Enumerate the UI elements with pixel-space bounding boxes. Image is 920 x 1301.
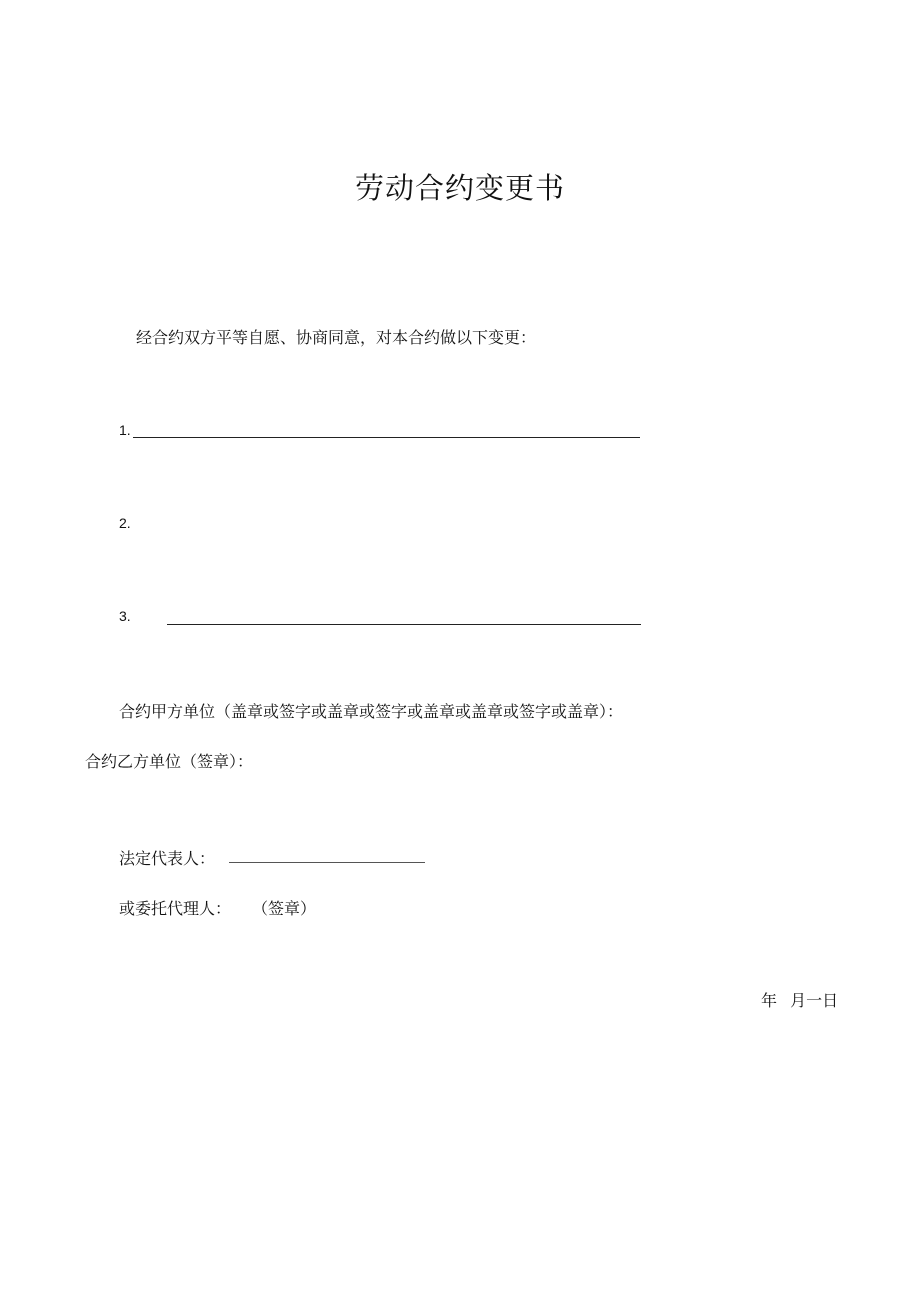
item-number: 2. <box>119 515 131 531</box>
fill-line[interactable] <box>133 437 640 438</box>
intro-paragraph: 经合约双方平等自愿、协商同意，对本合约做以下变更： <box>136 328 537 347</box>
fill-line[interactable] <box>167 624 641 625</box>
item-number: 3. <box>119 608 131 624</box>
legal-representative-signature-line[interactable] <box>229 862 425 863</box>
date-line <box>761 988 838 1011</box>
agent-label: 或委托代理人： <box>119 899 232 918</box>
date-year: 年 <box>761 991 778 1010</box>
agent-seal-text: （签章） <box>252 899 317 918</box>
party-b-line: 合约乙方单位（签章）： <box>85 752 254 771</box>
party-a-line: 合约甲方单位（盖章或签字或盖章或签字或盖章或盖章或签字或盖章）： <box>119 702 624 721</box>
legal-representative-label: 法定代表人： <box>119 849 216 868</box>
document-title: 劳动合约变更书 <box>354 171 565 205</box>
date-month-day: 月一日 <box>790 991 839 1010</box>
item-number: 1. <box>119 422 131 438</box>
